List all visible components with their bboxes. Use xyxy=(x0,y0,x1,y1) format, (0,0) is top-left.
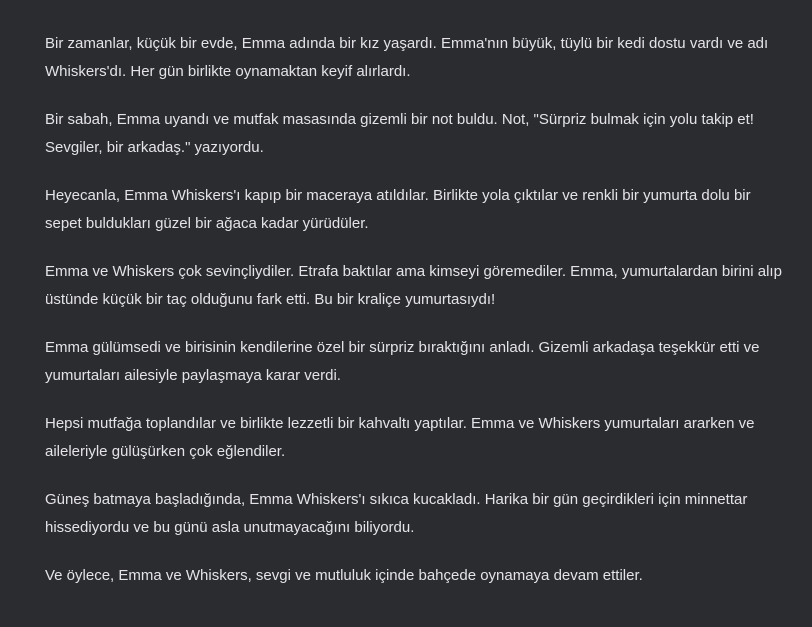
story-paragraph-7: Güneş batmaya başladığında, Emma Whiskers'ı sıkıca kucakladı. Harika bir gün geçirdikleri için minnettar hissediyordu ve bu günü asla unutmayacağını biliyordu. xyxy=(45,491,748,536)
story-paragraph-5: Emma gülümsedi ve birisinin kendilerine özel bir sürpriz bıraktığını anladı. Gizemli arkadaşa teşekkür etti ve yumurtaları ailesiyle paylaşmaya karar verdi. xyxy=(45,339,760,384)
story-paragraph-6: Hepsi mutfağa toplandılar ve birlikte lezzetli bir kahvaltı yaptılar. Emma ve Whiskers yumurtaları ararken ve aileleriyle gülüşürken çok eğlendiler. xyxy=(45,415,755,460)
story-paragraph-3: Heyecanla, Emma Whiskers'ı kapıp bir maceraya atıldılar. Birlikte yola çıktılar ve renkli bir yumurta dolu bir sepet buldukları güzel bir ağaca kadar yürüdüler. xyxy=(45,187,751,232)
story-paragraph-2: Bir sabah, Emma uyandı ve mutfak masasında gizemli bir not buldu. Not, "Sürpriz bulmak için yolu takip et! Sevgiler, bir arkadaş." yazıyordu. xyxy=(45,111,754,156)
story-paragraph-8: Ve öylece, Emma ve Whiskers, sevgi ve mutluluk içinde bahçede oynamaya devam ettiler. xyxy=(45,567,643,584)
story-paragraph-1: Bir zamanlar, küçük bir evde, Emma adında bir kız yaşardı. Emma'nın büyük, tüylü bir kedi dostu vardı ve adı Whiskers'dı. Her gün birlikte oynamaktan keyif alırlardı. xyxy=(45,35,769,80)
story-paragraph-4: Emma ve Whiskers çok sevinçliydiler. Etrafa baktılar ama kimseyi göremediler. Emma, yumurtalardan birini alıp üstünde küçük bir taç olduğunu fark etti. Bu bir kraliçe yumurtasıydı! xyxy=(45,263,782,308)
